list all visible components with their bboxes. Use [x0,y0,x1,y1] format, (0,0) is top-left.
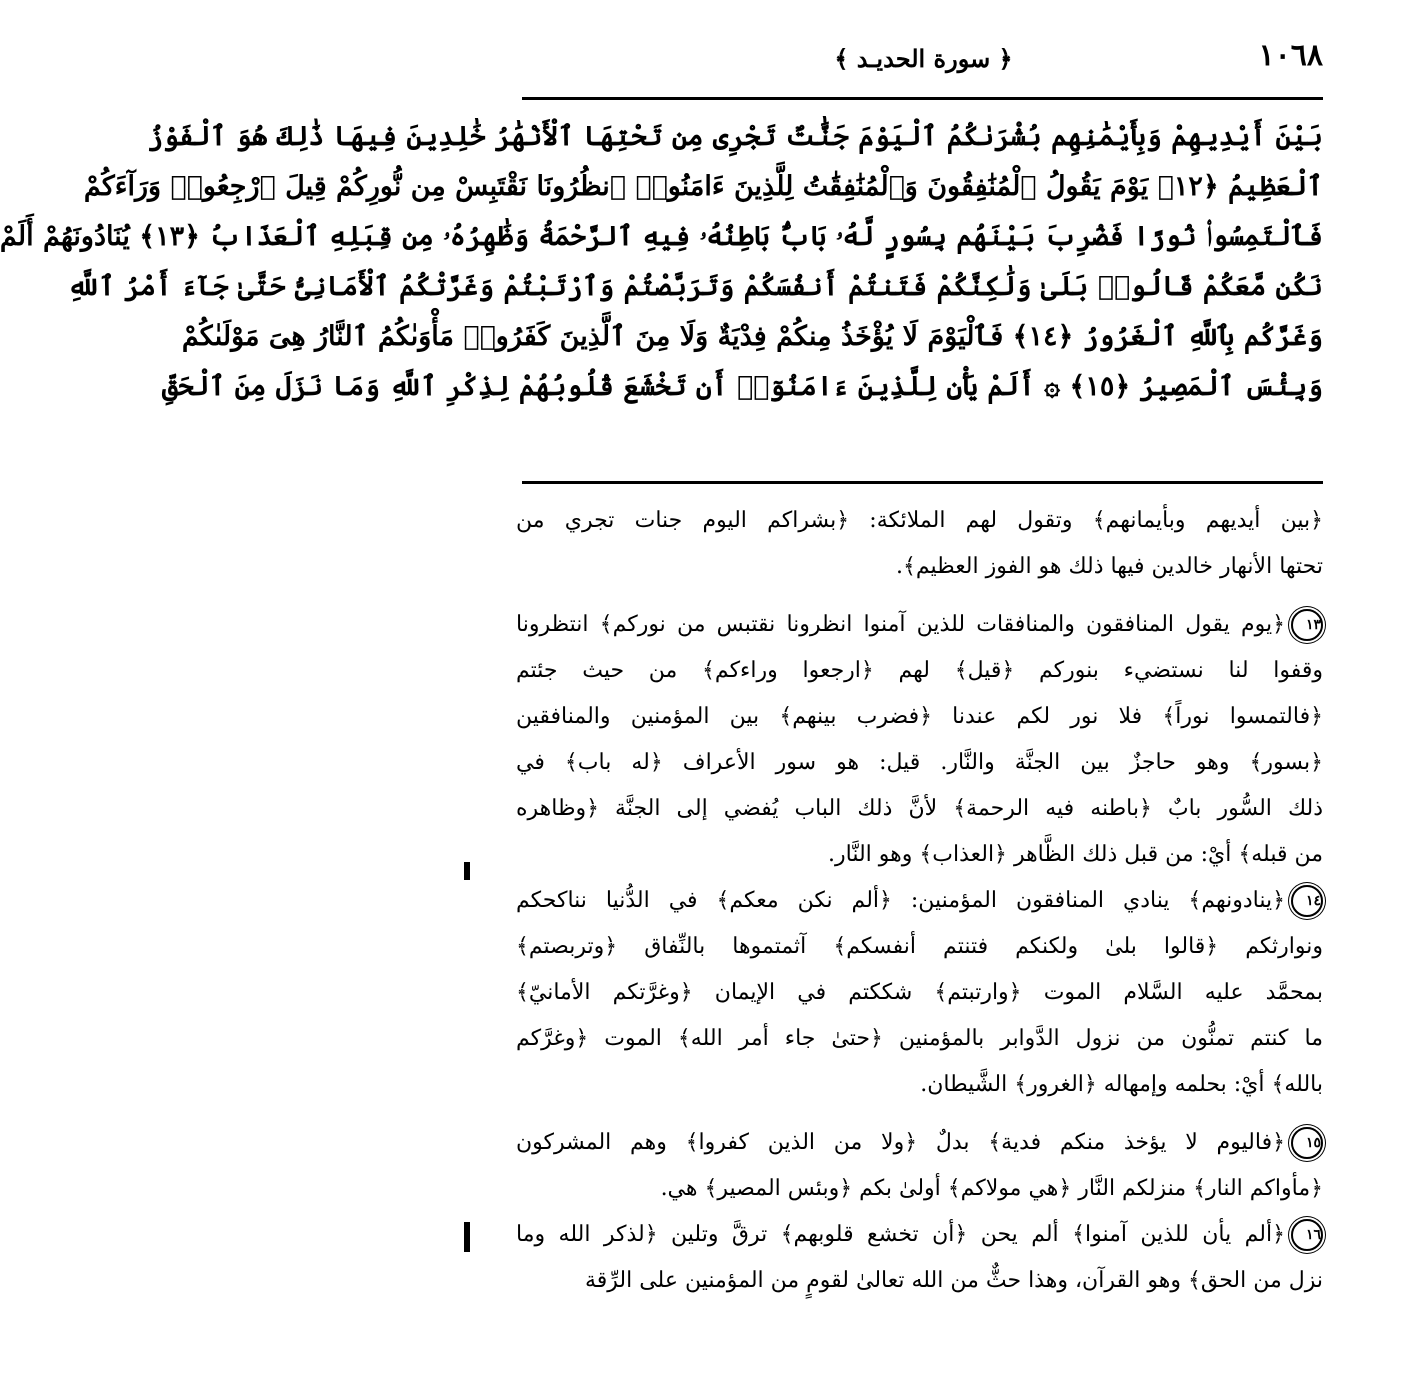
commentary-text: ﴿ألم يأن للذين آمنوا﴾ ألم يحن ﴿أن تخشع قلوبهم﴾ ترقَّ وتلين ﴿لذكر الله وما [516,1222,1285,1247]
quran-line: ٱلْعَظِيمُ ﴿١٢﴾ يَوْمَ يَقُولُ ٱلْمُنَٰفِقُونَ وَٱلْمُنَٰفِقَٰتُ لِلَّذِينَ ءَامَنُوا۟ ٱنظُرُونَا نَقْتَبِسْ مِن نُّورِكُمْ قِيلَ ٱرْجِعُوا۟ وَرَآءَكُمْ [83,171,1323,202]
quran-text-block [0,112,1323,472]
commentary-line: ذلك السُّور بابٌ ﴿باطنه فيه الرحمة﴾ لأنَّ ذلك الباب يُفضي إلى الجنَّة ﴿وظاهره [516,796,1323,821]
scan-edge-mark [464,862,470,880]
quran-line: بَيْنَ أَيْدِيهِمْ وَبِأَيْمَٰنِهِم بُشْرَىٰكُمُ ٱلْيَوْمَ جَنَّٰتٌ تَجْرِى مِن تَحْتِهَا ٱلْأَنْهَٰرُ خَٰلِدِينَ فِيهَا ذَٰلِكَ هُوَ ٱلْفَوْزُ [147,121,1323,152]
quran-line: فَٱلْتَمِسُوا۟ نُورًا فَضُرِبَ بَيْنَهُم بِسُورٍ لَّهُۥ بَابٌۢ بَاطِنُهُۥ فِيهِ ٱلرَّحْمَةُ وَظَٰهِرُهُۥ مِن قِبَلِهِ ٱلْعَذَابُ ﴿١٣﴾ يُنَادُونَهُمْ أَلَمْ [0,221,1323,252]
commentary-line: تحتها الأنهار خالدين فيها ذلك هو الفوز العظيم﴾. [895,554,1323,579]
commentary-line: وقفوا لنا نستضيء بنوركم ﴿قيل﴾ لهم ﴿ارجعوا وراءكم﴾ من حيث جئتم [516,658,1323,683]
quran-line: وَغَرَّكُم بِٱللَّهِ ٱلْغَرُورُ ﴿١٤﴾ فَٱلْيَوْمَ لَا يُؤْخَذُ مِنكُمْ فِدْيَةٌ وَلَا مِنَ ٱلَّذِينَ كَفَرُوا۟ مَأْوَىٰكُمُ ٱلنَّارُ هِىَ مَوْلَىٰكُمْ [181,321,1323,352]
verse-number-medallion: ١٤ [1291,885,1323,917]
commentary-line: ونوارثكم ﴿قالوا بلىٰ ولكنكم فتنتم أنفسكم﴾ آثمتموها بالنِّفاق ﴿وتربصتم﴾ [516,934,1323,959]
commentary-line [516,878,1323,924]
commentary-line: من قبله﴾ أيْ: من قبل ذلك الظَّاهر ﴿العذاب﴾ وهو النَّار. [828,842,1323,867]
commentary-block [516,498,1323,1304]
surah-title: ﴿ سورة الحديـد ﴾ [834,44,1013,73]
commentary-paragraph [516,1120,1323,1212]
verse-number-medallion: ١٣ [1291,609,1323,641]
commentary-line: ﴿فالتمسوا نوراً﴾ فلا نور لكم عندنا ﴿فضرب بينهم﴾ بين المؤمنين والمنافقين [516,704,1323,729]
commentary-line: ﴿بسور﴾ وهو حاجزٌ بين الجنَّة والنَّار. قيل: هو سور الأعراف ﴿له باب﴾ في [516,750,1323,775]
verse-number-medallion: ١٥ [1291,1127,1323,1159]
commentary-line [516,1212,1323,1258]
section-divider [522,481,1323,484]
commentary-text: ﴿ينادونهم﴾ ينادي المنافقون المؤمنين: ﴿ألم نكن معكم﴾ في الدُّنيا نناكحكم [516,888,1285,913]
commentary-paragraph [516,1212,1323,1304]
commentary-text: ﴿فاليوم لا يؤخذ منكم فدية﴾ بدلٌ ﴿ولا من الذين كفروا﴾ وهم المشركون [516,1130,1285,1155]
page-number: ١٠٦٨ [1258,38,1323,73]
commentary-paragraph [516,878,1323,1108]
commentary-line: بمحمَّد عليه السَّلام الموت ﴿وارتبتم﴾ شككتم في الإيمان ﴿وغرَّتكم الأمانيّ﴾ [516,980,1323,1005]
commentary-paragraph [516,498,1323,590]
quran-line: نَكُن مَّعَكُمْ قَالُوا۟ بَلَىٰ وَلَٰكِنَّكُمْ فَتَنتُمْ أَنفُسَكُمْ وَتَرَبَّصْتُمْ وَٱرْتَبْتُمْ وَغَرَّتْكُمُ ٱلْأَمَانِىُّ حَتَّىٰ جَآءَ أَمْرُ ٱللَّهِ [67,271,1323,302]
commentary-line [516,1120,1323,1166]
quran-line: وَبِئْسَ ٱلْمَصِيرُ ﴿١٥﴾ ۞ أَلَمْ يَأْنِ لِلَّذِينَ ءَامَنُوٓا۟ أَن تَخْشَعَ قُلُوبُهُمْ لِذِكْرِ ٱللَّهِ وَمَا نَزَلَ مِنَ ٱلْحَقِّ [161,371,1323,402]
commentary-line: ﴿بين أيديهم وبأيمانهم﴾ وتقول لهم الملائكة: ﴿بشراكم اليوم جنات تجري من [516,508,1323,533]
commentary-line: بالله﴾ أيْ: بحلمه وإمهاله ﴿الغرور﴾ الشَّيطان. [920,1072,1323,1097]
page-header [524,38,1323,88]
verse-number-medallion: ١٦ [1291,1219,1323,1251]
commentary-line: ما كنتم تمنُّون من نزول الدَّوابر بالمؤمنين ﴿حتىٰ جاء أمر الله﴾ الموت ﴿وغرَّكم [516,1026,1323,1051]
header-divider [522,97,1323,100]
commentary-line [516,602,1323,648]
commentary-line: ﴿مأواكم النار﴾ منزلكم النَّار ﴿هي مولاكم﴾ أولىٰ بكم ﴿وبئس المصير﴾ هي. [660,1176,1323,1201]
commentary-line: نزل من الحق﴾ وهو القرآن، وهذا حثٌّ من الله تعالىٰ لقومٍ من المؤمنين على الرِّقة [584,1268,1323,1293]
commentary-text: ﴿يوم يقول المنافقون والمنافقات للذين آمنوا انظرونا نقتبس من نوركم﴾ انتظرونا [516,612,1285,637]
scan-edge-mark [464,1222,470,1252]
commentary-paragraph [516,602,1323,878]
